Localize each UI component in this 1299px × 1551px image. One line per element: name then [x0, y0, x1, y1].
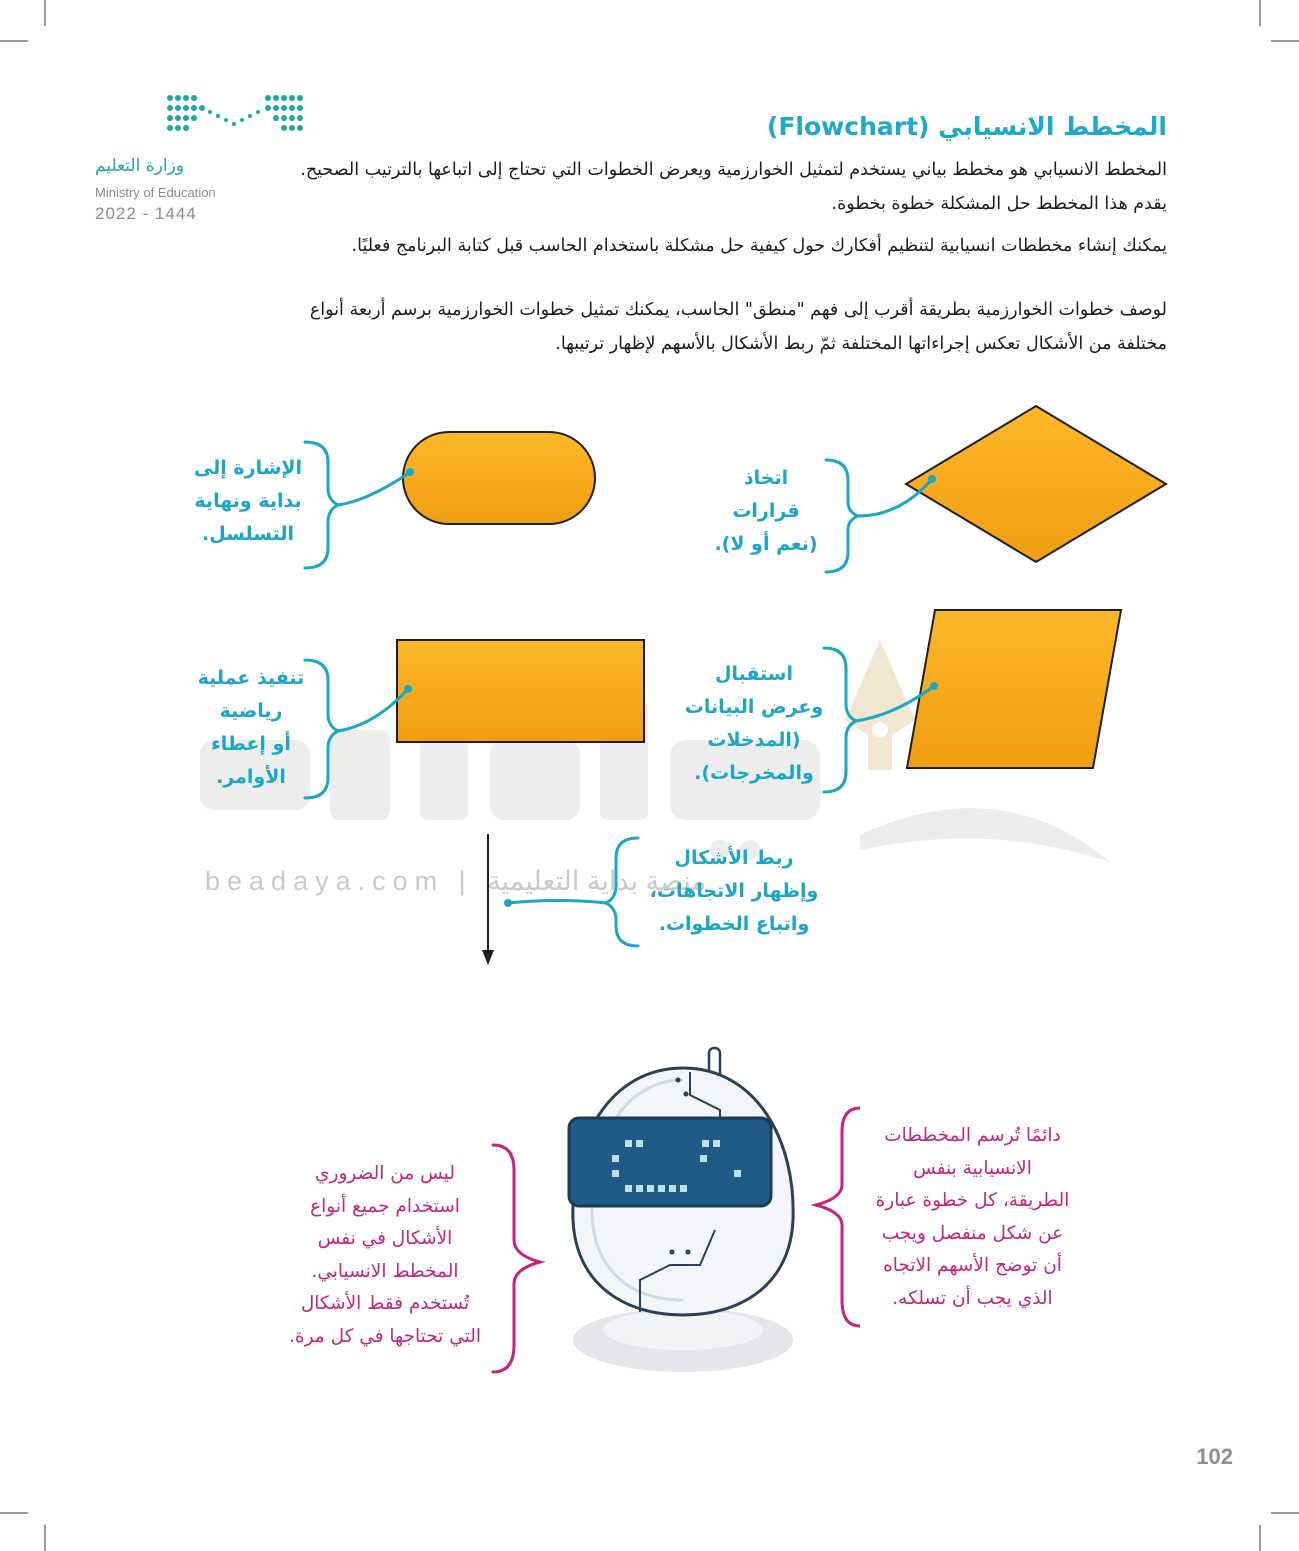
terminal-connector — [338, 472, 410, 505]
io-label-line: والمخرجات). — [694, 762, 814, 784]
right-note — [860, 1120, 1085, 1315]
process-label-line: رياضية — [219, 700, 283, 722]
io-label-line: وعرض البيانات — [684, 696, 824, 718]
robot-illustration — [480, 1040, 860, 1390]
left-note-bracket — [493, 1145, 540, 1372]
terminal-shape — [403, 432, 595, 524]
left-note-line: الأشكال في نفس — [317, 1228, 453, 1249]
ministry-name-arabic: وزارة التعليم — [95, 156, 184, 176]
io-label-line: استقبال — [714, 663, 793, 685]
decision-label-line: (نعم أو لا). — [714, 533, 818, 555]
arrow-label — [634, 842, 834, 941]
right-note-line: دائمًا تُرسم المخططات — [884, 1125, 1061, 1146]
process-shape — [397, 640, 644, 742]
process-label-line: تنفيذ عملية — [197, 667, 305, 689]
io-label — [672, 658, 836, 790]
paragraph-shapes-line2: مختلفة من الأشكال تعكس إجراءاتها المختلفة ثمّ ربط الأشكال بالأسهم لإظهار ترتيبها. — [555, 334, 1167, 354]
paragraph-usage: يمكنك إنشاء مخططات انسيابية لتنظيم أفكارك حول كيفية حل مشكلة باستخدام الحاسب قبل كتابة البرنامج فعليًا. — [351, 236, 1167, 256]
crop-mark — [1259, 0, 1261, 26]
decision-label-line: قرارات — [732, 500, 800, 522]
paragraph-definition-line1: المخطط الانسيابي هو مخطط بياني يستخدم لتمثيل الخوارزمية ويعرض الخطوات التي تحتاج إلى اتباعها بالترتيب الصحيح. — [300, 160, 1167, 180]
crop-mark — [1271, 40, 1299, 42]
decision-label-line: اتخاذ — [743, 467, 789, 489]
ministry-logo-icon — [160, 90, 320, 140]
flow-arrow-head — [482, 950, 494, 965]
right-note-line: الطريقة، كل خطوة عبارة — [875, 1190, 1070, 1211]
decision-shape — [906, 406, 1166, 562]
right-note-line: عن شكل منفصل ويجب — [881, 1222, 1064, 1244]
left-note-line: ليس من الضروري — [315, 1163, 455, 1184]
terminal-label-line: التسلسل. — [201, 523, 294, 545]
terminal-label — [180, 452, 316, 551]
page-number: 102 — [1196, 1444, 1233, 1469]
crop-mark — [0, 40, 28, 42]
crop-mark — [44, 1525, 46, 1551]
terminal-label-line: الإشارة إلى — [193, 457, 303, 479]
right-note-line: الذي يجب أن تسلكه. — [892, 1287, 1053, 1309]
left-note-line: التي تحتاجها في كل مرة. — [289, 1325, 481, 1347]
terminal-label-line: بداية ونهاية — [194, 490, 302, 512]
left-note — [270, 1158, 500, 1353]
left-note-line: تُستخدم فقط الأشكال — [300, 1293, 470, 1314]
year-label: 2022 - 1444 — [95, 204, 197, 223]
ministry-name-english: Ministry of Education — [95, 185, 216, 200]
io-label-line: (المدخلات — [707, 729, 801, 751]
arrow-label-line: ربط الأشكال — [674, 847, 794, 869]
arrow-label-line: واتباع الخطوات. — [658, 913, 810, 935]
left-note-line: المخطط الانسيابي. — [311, 1260, 459, 1282]
io-shape — [907, 610, 1121, 768]
arrow-label-line: وإظهار الاتجاهات، — [649, 880, 819, 902]
paragraph-shapes-line1: لوصف خطوات الخوارزمية بطريقة أقرب إلى فهم "منطق" الحاسب، يمكنك تمثيل خطوات الخوارزمية برسم أربعة أنواع — [309, 300, 1167, 320]
decision-label — [696, 462, 836, 561]
ministry-logo — [160, 90, 320, 140]
crop-mark — [1259, 1525, 1261, 1551]
left-note-line: استخدام جميع أنواع — [310, 1195, 460, 1217]
arrow-connector — [508, 901, 606, 904]
process-label — [176, 662, 326, 794]
right-note-line: الانسيابية بنفس — [913, 1157, 1032, 1179]
process-label-line: الأوامر. — [216, 766, 286, 788]
crop-mark — [1271, 1512, 1299, 1514]
process-label-line: أو إعطاء — [211, 733, 291, 755]
paragraph-definition-line2: يقدم هذا المخطط حل المشكلة خطوة بخطوة. — [831, 194, 1167, 214]
right-note-line: أن توضح الأسهم الاتجاه — [883, 1255, 1062, 1276]
crop-mark — [44, 0, 46, 26]
right-note-bracket — [816, 1108, 860, 1326]
page-title: المخطط الانسيابي (Flowchart) — [766, 112, 1167, 141]
crop-mark — [0, 1512, 28, 1514]
watermark-url: beadaya.com | منصة بداية التعليمية — [205, 866, 707, 896]
